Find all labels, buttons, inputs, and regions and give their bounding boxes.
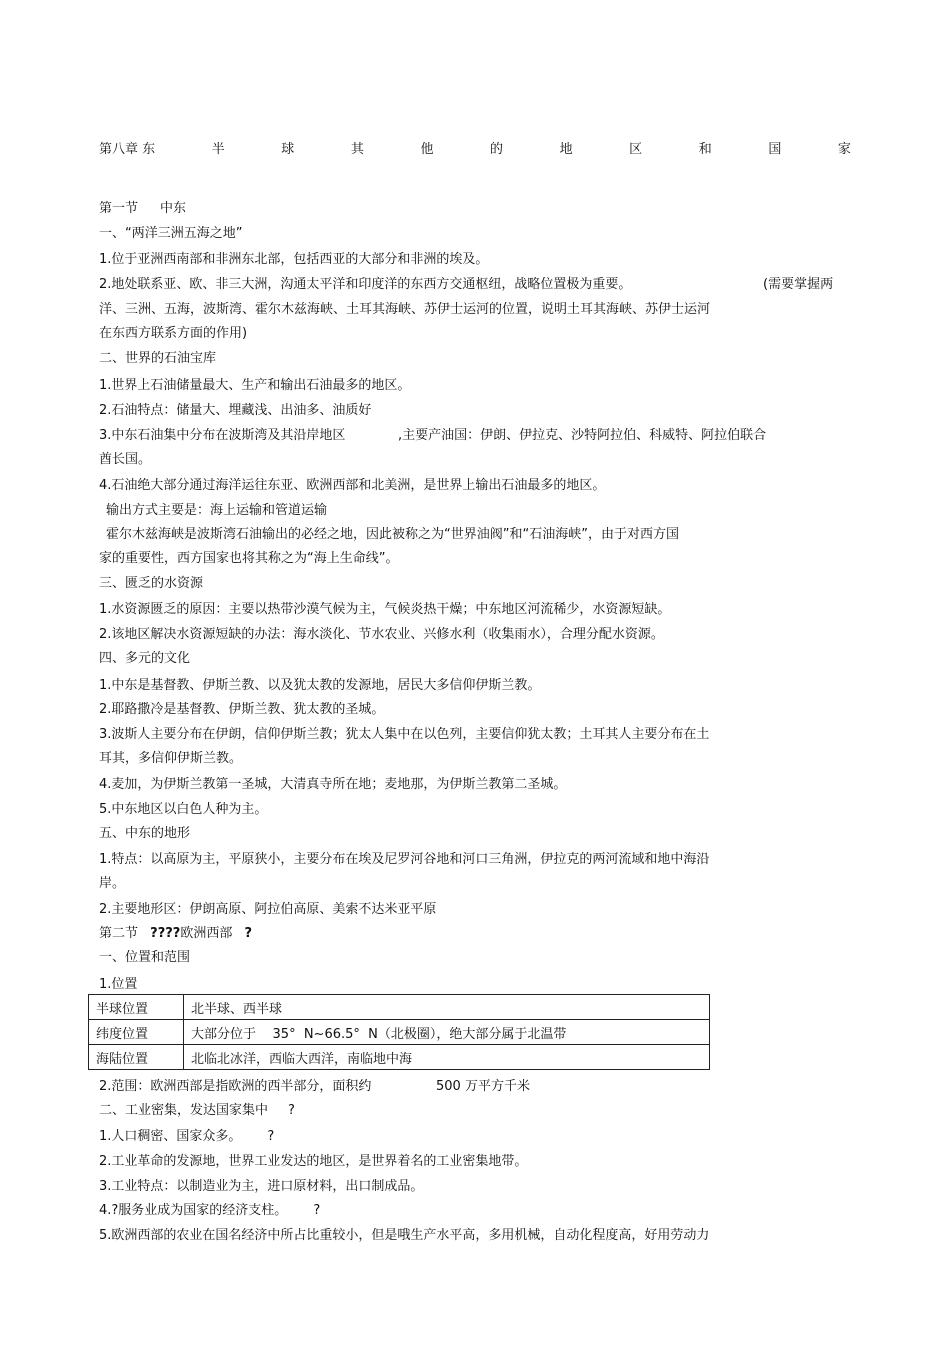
title-char: 其 bbox=[350, 142, 364, 157]
subheading: 五、中东的地形 bbox=[99, 826, 191, 841]
paragraph: 2.该地区解决水资源短缺的办法：海水淡化、节水农业、兴修水利（收集雨水），合理分配水资源。 bbox=[99, 627, 664, 642]
table-value: 大部分位于 35° N~66.5° N（北极圈），绝大部分属于北温带 bbox=[184, 1020, 710, 1045]
title-char: 球 bbox=[281, 142, 295, 157]
title-char: 区 bbox=[629, 142, 643, 157]
paragraph: 1.水资源匮乏的原因：主要以热带沙漠气候为主，气候炎热干燥；中东地区河流稀少，水资源短缺。 bbox=[99, 602, 671, 617]
paragraph: 家的重要性，西方国家也将其称之为“海上生命线”。 bbox=[99, 551, 399, 566]
section-number: 第二节 bbox=[99, 926, 139, 941]
table-value: 北半球、西半球 bbox=[184, 995, 710, 1020]
subheading-text: 二、工业密集，发达国家集中 bbox=[99, 1103, 269, 1118]
title-char: 家 bbox=[837, 142, 851, 157]
placeholder-mark: ? bbox=[313, 1203, 321, 1218]
paragraph: 2.范围：欧洲西部是指欧洲的西半部分，面积约 bbox=[99, 1079, 372, 1094]
placeholder-marks: ???? bbox=[150, 926, 181, 941]
paragraph-text: 1.人口稠密、国家众多。 bbox=[99, 1129, 242, 1144]
paragraph: ,主要产油国：伊朗、伊拉克、沙特阿拉伯、科威特、阿拉伯联合 bbox=[398, 428, 767, 443]
section-heading bbox=[99, 925, 252, 943]
table-key: 纬度位置 bbox=[89, 1020, 184, 1045]
table-key: 海陆位置 bbox=[89, 1045, 184, 1070]
subheading: 二、世界的石油宝库 bbox=[99, 351, 217, 366]
paragraph: 3.工业特点：以制造业为主，进口原材料，出口制成品。 bbox=[99, 1179, 424, 1194]
subheading: 一、位置和范围 bbox=[99, 950, 191, 965]
paragraph: 3.中东石油集中分布在波斯湾及其沿岸地区 bbox=[99, 428, 346, 443]
table-row bbox=[89, 1045, 710, 1070]
paragraph: 2.地处联系亚、欧、非三大洲，沟通太平洋和印度洋的东西方交通枢纽，战略位置极为重要。 bbox=[99, 277, 632, 292]
subheading: 三、匮乏的水资源 bbox=[99, 576, 204, 591]
paragraph: 500 万平方千米 bbox=[436, 1079, 530, 1094]
paragraph: 1.位于亚洲西南部和非洲东北部，包括西亚的大部分和非洲的埃及。 bbox=[99, 252, 489, 267]
table-row bbox=[89, 1020, 710, 1045]
subheading: 一、“两洋三洲五海之地” bbox=[99, 226, 243, 241]
section-title: 中东 bbox=[160, 201, 187, 216]
paragraph: 2.耶路撒冷是基督教、伊斯兰教、犹太教的圣城。 bbox=[99, 702, 385, 717]
section-number: 第一节 bbox=[99, 201, 139, 216]
paragraph: 1.世界上石油储量最大、生产和输出石油最多的地区。 bbox=[99, 378, 411, 393]
table-key: 半球位置 bbox=[89, 995, 184, 1020]
paragraph: 1.特点：以高原为主，平原狭小，主要分布在埃及尼罗河谷地和河口三角洲，伊拉克的两河流域和地中海沿 bbox=[99, 852, 710, 867]
paragraph: 2.工业革命的发源地，世界工业发达的地区，是世界着名的工业密集地带。 bbox=[99, 1154, 528, 1169]
paragraph: 4.麦加，为伊斯兰教第一圣城，大清真寺所在地；麦地那，为伊斯兰教第二圣城。 bbox=[99, 777, 567, 792]
subheading bbox=[99, 1102, 295, 1120]
paragraph: 2.主要地形区：伊朗高原、阿拉伯高原、美索不达米亚平原 bbox=[99, 902, 437, 917]
placeholder-mark: ? bbox=[267, 1129, 275, 1144]
section-heading bbox=[99, 200, 186, 218]
paragraph bbox=[99, 1202, 320, 1220]
paragraph-note: (需要掌握两 bbox=[763, 277, 834, 292]
placeholder-mark: ? bbox=[244, 926, 253, 941]
position-table bbox=[88, 994, 710, 1070]
title-char: 第八章 东 bbox=[99, 142, 156, 157]
paragraph bbox=[99, 1128, 274, 1146]
paragraph: 洋、三洲、五海，波斯湾、霍尔木兹海峡、土耳其海峡、苏伊士运河的位置，说明土耳其海峡、苏伊士运河 bbox=[99, 302, 711, 317]
paragraph: 2.石油特点：储量大、埋藏浅、出油多、油质好 bbox=[99, 403, 372, 418]
paragraph: 霍尔木兹海峡是波斯湾石油输出的必经之地，因此被称之为“世界油阀”和“石油海峡”，由于对西方国 bbox=[106, 527, 679, 542]
title-char: 半 bbox=[211, 142, 225, 157]
section-title: 欧洲西部 bbox=[180, 926, 233, 941]
paragraph: 1.中东是基督教、伊斯兰教、以及犹太教的发源地，居民大多信仰伊斯兰教。 bbox=[99, 678, 541, 693]
paragraph: 在东西方联系方面的作用) bbox=[99, 326, 248, 341]
title-char: 和 bbox=[698, 142, 712, 157]
title-char: 的 bbox=[490, 142, 504, 157]
paragraph: 4.石油绝大部分通过海洋运往东亚、欧洲西部和北美洲，是世界上输出石油最多的地区。 bbox=[99, 478, 606, 493]
paragraph: 3.波斯人主要分布在伊朗，信仰伊斯兰教；犹太人集中在以色列，主要信仰犹太教；土耳其人主要分布在土 bbox=[99, 727, 710, 742]
placeholder-mark: ? bbox=[288, 1103, 295, 1118]
chapter-title bbox=[99, 138, 851, 157]
paragraph: 5.中东地区以白色人种为主。 bbox=[99, 802, 268, 817]
table-row bbox=[89, 995, 710, 1020]
paragraph-text: 4.?服务业成为国家的经济支柱。 bbox=[99, 1203, 288, 1218]
paragraph: 岸。 bbox=[99, 876, 126, 891]
paragraph: 输出方式主要是：海上运输和管道运输 bbox=[106, 503, 328, 518]
title-char: 地 bbox=[559, 142, 573, 157]
paragraph: 5.欧洲西部的农业在国名经济中所占比重较小，但是哦生产水平高，多用机械，自动化程度高，好用劳动力 bbox=[99, 1228, 710, 1243]
title-char: 国 bbox=[768, 142, 782, 157]
paragraph: 1.位置 bbox=[99, 977, 138, 992]
subheading: 四、多元的文化 bbox=[99, 651, 191, 666]
paragraph: 酋长国。 bbox=[99, 452, 152, 467]
table-value: 北临北冰洋，西临大西洋，南临地中海 bbox=[184, 1045, 710, 1070]
title-char: 他 bbox=[420, 142, 434, 157]
paragraph: 耳其，多信仰伊斯兰教。 bbox=[99, 751, 243, 766]
